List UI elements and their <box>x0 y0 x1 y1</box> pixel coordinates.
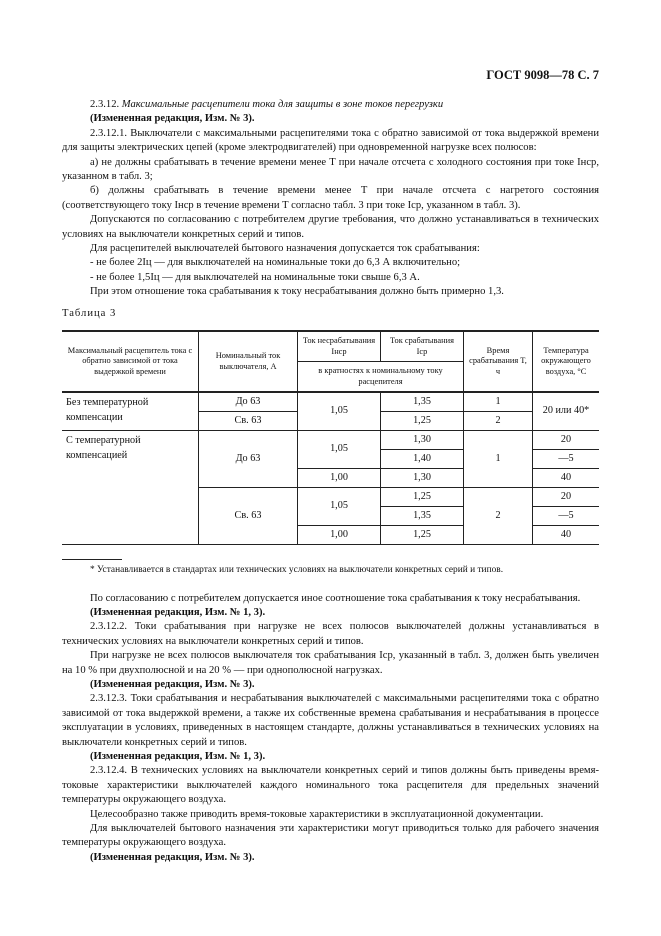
table-cell: 1 <box>464 431 533 488</box>
table-cell: —5 <box>533 450 600 469</box>
table-cell: До 63 <box>199 392 298 412</box>
table-cell: 1,05 <box>298 488 381 526</box>
table-cell: 1,35 <box>381 392 464 412</box>
col-header-trip: Ток срабатывания Iср <box>381 331 464 362</box>
paragraph: 2.3.12.2. Токи срабатывания при нагрузке не всех полюсов выключателей должны устанавливаться в технических условиях на выключатели конкретных серий и типов. <box>62 621 599 647</box>
paragraph: При нагрузке не всех полюсов выключателя ток срабатывания Iср, указанный в табл. 3, должен быть увеличен на 10 % при двухполюсной и на 20 % — при однополюсной нагрузках. <box>62 650 599 676</box>
paragraph: 2.3.12.1. Выключатели с максимальными расцепителями тока с обратно зависимой от тока выдержкой времени для защиты электрических цепей (кроме электродвигателей) при одновременной нагрузке всех полюсов: <box>62 127 599 154</box>
paragraph: Для выключателей бытового назначения эти характеристики могут приводиться только для рабочего значения температуры окружающего воздуха. <box>62 823 599 849</box>
paragraph: Для расцепителей выключателей бытового назначения допускается ток срабатывания: <box>90 243 480 255</box>
table-cell: 1,30 <box>381 431 464 450</box>
list-item: - не более 1,5Iц — для выключателей на номинальные токи свыше 6,3 А. <box>90 271 420 283</box>
paragraph: При этом отношение тока срабатывания к току несрабатывания должно быть примерно 1,3. <box>90 286 504 298</box>
table-row <box>62 392 599 412</box>
document-body <box>62 98 599 865</box>
edition-note: (Измененная редакция, Изм. № 1, 3). <box>90 750 266 762</box>
paragraph: Допускаются по согласованию с потребителем другие требования, что должно устанавливаться в технических условиях на выключатели конкретных серий и типов. <box>62 214 599 240</box>
table-cell: 1,00 <box>298 469 381 488</box>
edition-note: (Измененная редакция, Изм. № 3). <box>90 678 255 690</box>
table-cell: 1,35 <box>381 507 464 526</box>
table-cell: Св. 63 <box>199 488 298 545</box>
list-item: - не более 2Iц — для выключателей на номинальные токи до 6,3 А включительно; <box>90 257 461 269</box>
table-cell: 1,00 <box>298 526 381 545</box>
col-header-release: Максимальный расцепитель тока с обратно зависимой от тока выдержкой времени <box>62 331 199 392</box>
section-number: 2.3.12. <box>90 99 120 110</box>
col-header-temperature: Температура окружающего воздуха, °С <box>533 331 600 392</box>
paragraph: а) не должны срабатывать в течение времени менее T при начале отсчета с холодного состояния при токе Iнср, указанном в табл. 3; <box>62 156 599 183</box>
table-cell: 1,05 <box>298 431 381 469</box>
table-cell: 40 <box>533 469 600 488</box>
table-title: Таблица 3 <box>62 307 117 319</box>
col-header-rated-current: Номинальный ток выключателя, А <box>199 331 298 392</box>
col-header-non-trip: Ток несрабатывания Iнср <box>298 331 381 362</box>
table-cell: 2 <box>464 488 533 545</box>
paragraph: 2.3.12.4. В технических условиях на выключатели конкретных серий и типов должны быть приведены время-токовые характеристики выключателей каждого номинального тока расцепителя для предельных значений температуры окружающего воздуха. <box>62 765 599 806</box>
table-cell: 1 <box>464 392 533 412</box>
table-cell: Св. 63 <box>199 412 298 431</box>
footnote-divider <box>62 559 122 560</box>
page-header: ГОСТ 9098—78 С. 7 <box>486 68 599 82</box>
table-cell: До 63 <box>199 431 298 488</box>
col-header-time: Время срабатывания T, ч <box>464 331 533 392</box>
table-cell: 2 <box>464 412 533 431</box>
table-cell: 20 <box>533 431 600 450</box>
table-cell: 1,25 <box>381 412 464 431</box>
footnote: * Устанавливается в стандартах или технических условиях на выключатели конкретных серий и типов. <box>90 565 504 576</box>
section-heading <box>62 98 599 112</box>
table-cell: 1,25 <box>381 488 464 507</box>
group-with-compensation: С температурной компенсацией <box>62 431 199 545</box>
edition-note: (Измененная редакция, Изм. № 3). <box>90 113 255 125</box>
table-cell: 1,05 <box>298 392 381 431</box>
data-table <box>62 330 599 545</box>
paragraph: 2.3.12.3. Токи срабатывания и несрабатывания выключателей с максимальными расцепителями тока с обратно зависимой от тока выдержкой времени, а также их собственные времена срабатывания и несрабатывания в процессе эксплуатации в условиях, приведенных в настоящем стандарте, должны устанавливаться в технических условиях на выключатели конкретных серий и типов. <box>62 693 599 748</box>
table-cell: 40 <box>533 526 600 545</box>
paragraph: Целесообразно также приводить время-токовые характеристики в эксплуатационной документации. <box>90 808 544 820</box>
table-cell: 20 или 40* <box>533 392 600 431</box>
paragraph: По согласованию с потребителем допускается иное соотношение тока срабатывания к току несрабатывания. <box>90 592 581 604</box>
table-cell: 1,40 <box>381 450 464 469</box>
table-row <box>62 431 599 450</box>
edition-note: (Измененная редакция, Изм. № 1, 3). <box>90 606 266 618</box>
edition-note: (Измененная редакция, Изм. № 3). <box>90 851 255 863</box>
table-cell: 1,25 <box>381 526 464 545</box>
table-cell: 1,30 <box>381 469 464 488</box>
section-title: Максимальные расцепители тока для защиты в зоне токов перегрузки <box>121 99 444 110</box>
paragraph: б) должны срабатывать в течение времени менее T при начале отсчета с нагретого состояния (соответствующего току Iнср в течение времени T согласно табл. 3 при токе Iср, указанном в табл. 3). <box>62 185 599 211</box>
group-no-compensation: Без температурной компенсации <box>62 392 199 431</box>
col-subheader: в кратностях к номинальному току расцепителя <box>298 362 464 393</box>
table-cell: —5 <box>533 507 600 526</box>
table-cell: 20 <box>533 488 600 507</box>
